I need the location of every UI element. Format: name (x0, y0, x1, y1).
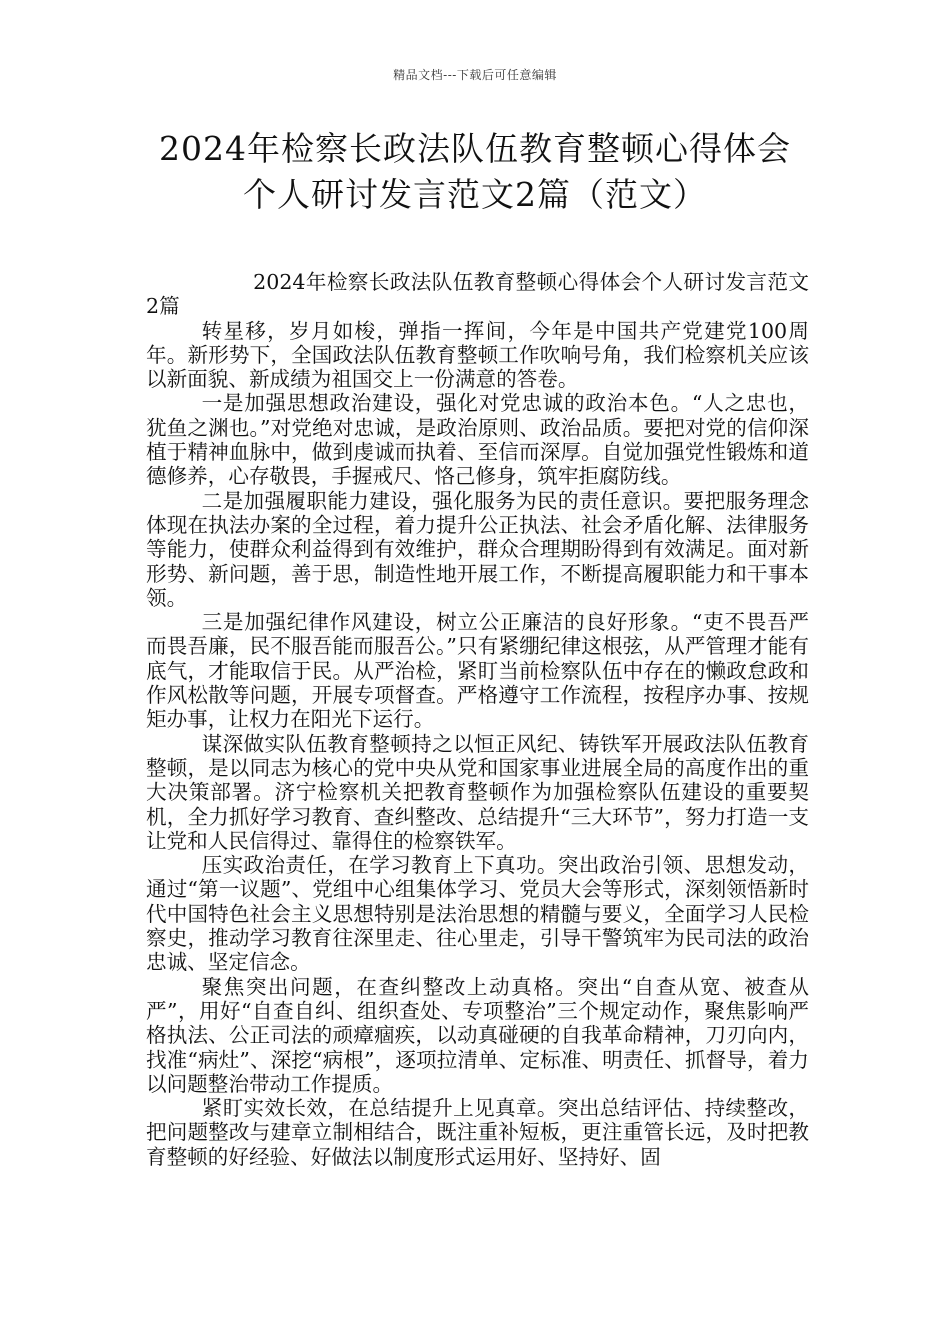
document-body (146, 270, 809, 1169)
paragraph-study-education: 压实政治责任，在学习教育上下真功。突出政治引领、思想发动，通过“第一议题”、党组中心组集体学习、党员大会等形式，深刻领悟新时代中国特色社会主义思想特别是法治思想的精髓与要义，全面学习人民检察史，推动学习教育往深里走、往心里走，引导干警筑牢为民司法的政治忠诚、坚定信念。 (146, 853, 809, 975)
paragraph-second-article: 谋深做实队伍教育整顿持之以恒正风纪、铸铁军开展政法队伍教育整顿，是以同志为核心的党中央从党和国家事业进展全局的高度作出的重大决策部署。济宁检察机关把教育整顿作为加强检察队伍建设的重要契机，全力抓好学习教育、查纠整改、总结提升“三大环节”，努力打造一支让党和人民信得过、靠得住的检察铁军。 (146, 731, 809, 853)
paragraph-point-1: 一是加强思想政治建设，强化对党忠诚的政治本色。“人之忠也，犹鱼之渊也。”对党绝对忠诚，是政治原则、政治品质。要把对党的信仰深植于精神血脉中，做到虔诚而执着、至信而深厚。自觉加强党性锻炼和道德修养，心存敬畏，手握戒尺、恪己修身，筑牢拒腐防线。 (146, 391, 809, 489)
header-note: 精品文档---下载后可任意编辑 (393, 68, 557, 82)
document-title (0, 126, 950, 218)
paragraph-rectification: 聚焦突出问题，在查纠整改上动真格。突出“自查从宽、被查从严”，用好“自查自纠、组织查处、专项整治”三个规定动作，聚焦影响严格执法、公正司法的顽瘴痼疾，以动真碰硬的自我革命精神，刀刃向内，找准“病灶”、深挖“病根”，逐项拉清单、定标准、明责任、抓督导，着力以问题整治带动工作提质。 (146, 974, 809, 1096)
title-line-1: 2024年检察长政法队伍教育整顿心得体会 (159, 129, 791, 168)
article-subtitle: 2024年检察长政法队伍教育整顿心得体会个人研讨发言范文2篇 (146, 270, 809, 319)
paragraph-point-3: 三是加强纪律作风建设，树立公正廉洁的良好形象。“吏不畏吾严而畏吾廉，民不服吾能而服吾公。”只有紧绷纪律这根弦，从严管理才能有底气，才能取信于民。从严治检，紧盯当前检察队伍中存在的懒政怠政和作风松散等问题，开展专项督查。严格遵守工作流程，按程序办事、按规矩办事，让权力在阳光下运行。 (146, 610, 809, 732)
paragraph-intro: 转星移，岁月如梭，弹指一挥间，今年是中国共产党建党100周年。新形势下，全国政法队伍教育整顿工作吹响号角，我们检察机关应该以新面貌、新成绩为祖国交上一份满意的答卷。 (146, 318, 809, 392)
title-line-2: 个人研讨发言范文2篇（范文） (243, 175, 707, 214)
paragraph-summary: 紧盯实效长效，在总结提升上见真章。突出总结评估、持续整改，把问题整改与建章立制相结合，既注重补短板，更注重管长远，及时把教育整顿的好经验、好做法以制度形式运用好、坚持好、固 (146, 1096, 809, 1169)
paragraph-point-2: 二是加强履职能力建设，强化服务为民的责任意识。要把服务理念体现在执法办案的全过程，着力提升公正执法、社会矛盾化解、法律服务等能力，使群众利益得到有效维护，群众合理期盼得到有效满足。面对新形势、新问题，善于思，制造性地开展工作，不断提高履职能力和干事本领。 (146, 488, 809, 610)
